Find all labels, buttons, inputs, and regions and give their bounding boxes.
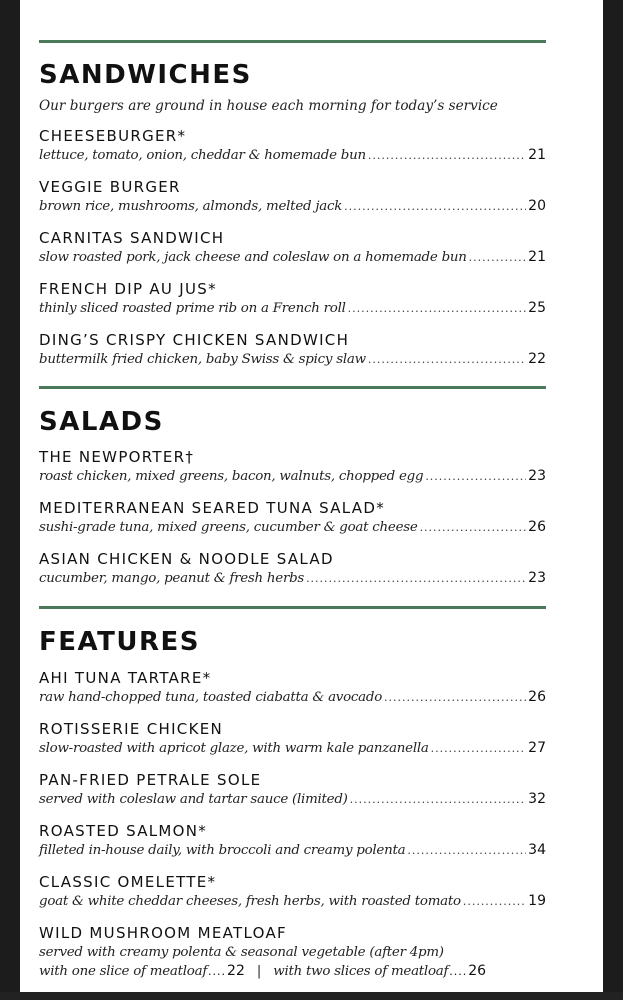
item-name: CLASSIC OMELETTE* [39, 873, 217, 891]
item-desc: served with coleslaw and tartar sauce (limited) [39, 792, 348, 807]
dot-leader [469, 248, 527, 267]
option-separator: | [256, 964, 262, 979]
menu-item [39, 228, 546, 267]
dot-leader [463, 892, 526, 911]
section-title-salads: SALADS [39, 407, 164, 437]
section-divider [39, 606, 546, 609]
item-price: 19 [528, 893, 546, 909]
item-desc: slow roasted pork, jack cheese and coleslaw on a homemade bun [39, 250, 467, 265]
item-price: 26 [528, 689, 546, 705]
dot-leader: .... [449, 965, 468, 978]
section-title-sandwiches: SANDWICHES [39, 60, 252, 90]
item-desc: served with creamy polenta & seasonal vegetable (after 4pm) [39, 945, 444, 960]
item-name: WILD MUSHROOM MEATLOAF [39, 924, 287, 942]
item-desc: slow-roasted with apricot glaze, with warm kale panzanella [39, 741, 429, 756]
item-desc: thinly sliced roasted prime rib on a French roll [39, 301, 346, 316]
menu-item [39, 872, 546, 911]
item-price: 32 [528, 791, 546, 807]
menu-item [39, 821, 546, 860]
item-name: VEGGIE BURGER [39, 178, 181, 196]
item-price: 21 [528, 147, 546, 163]
item-desc: brown rice, mushrooms, almonds, melted jack [39, 199, 343, 214]
item-name: FRENCH DIP AU JUS* [39, 280, 217, 298]
menu-item [39, 668, 546, 707]
item-name: THE NEWPORTER† [39, 448, 195, 466]
item-price: 25 [528, 300, 546, 316]
item-name: AHI TUNA TARTARE* [39, 669, 212, 687]
item-name: ROASTED SALMON* [39, 822, 208, 840]
item-price: 22 [528, 351, 546, 367]
option-one-price: 22 [227, 963, 245, 979]
item-name: ASIAN CHICKEN & NOODLE SALAD [39, 550, 334, 568]
dot-leader [348, 299, 527, 318]
menu-item [39, 177, 546, 216]
item-desc: goat & white cheddar cheeses, fresh herbs, with roasted tomato [39, 894, 461, 909]
item-desc: cucumber, mango, peanut & fresh herbs [39, 571, 305, 586]
item-name: CARNITAS SANDWICH [39, 229, 225, 247]
item-price: 27 [528, 740, 546, 756]
item-name: PAN-FRIED PETRALE SOLE [39, 771, 262, 789]
section-divider [39, 40, 546, 43]
item-desc: filleted in-house daily, with broccoli and creamy polenta [39, 843, 406, 858]
menu-item-meatloaf [39, 923, 546, 981]
dot-leader [384, 688, 526, 707]
item-desc: lettuce, tomato, onion, cheddar & homemade bun [39, 148, 366, 163]
menu-item [39, 770, 546, 809]
menu-item [39, 498, 546, 537]
meatloaf-options [39, 962, 546, 981]
dot-leader [344, 197, 526, 216]
item-name: DING’S CRISPY CHICKEN SANDWICH [39, 331, 350, 349]
item-desc: roast chicken, mixed greens, bacon, walnuts, chopped egg [39, 469, 424, 484]
dot-leader [420, 518, 527, 537]
item-price: 23 [528, 570, 546, 586]
item-name: CHEESEBURGER* [39, 127, 187, 145]
menu-item [39, 719, 546, 758]
bottom-bar [0, 992, 623, 1000]
item-price: 34 [528, 842, 546, 858]
sandwiches-intro: Our burgers are ground in house each morning for today’s service [39, 98, 498, 114]
item-price: 20 [528, 198, 546, 214]
section-divider [39, 386, 546, 389]
dot-leader [306, 569, 526, 588]
item-price: 26 [528, 519, 546, 535]
option-two-price: 26 [468, 963, 487, 979]
item-name: ROTISSERIE CHICKEN [39, 720, 224, 738]
section-title-features: FEATURES [39, 627, 200, 657]
dot-leader [368, 146, 526, 165]
dot-leader [368, 350, 526, 369]
dot-leader [407, 841, 526, 860]
item-price: 21 [528, 249, 546, 265]
menu-item [39, 549, 546, 588]
option-two-label: with two slices of meatloaf [273, 964, 449, 979]
dot-leader [425, 467, 526, 486]
menu-item [39, 330, 546, 369]
dot-leader [431, 739, 527, 758]
dot-leader [350, 790, 527, 809]
item-desc: raw hand-chopped tuna, toasted ciabatta & avocado [39, 690, 383, 705]
item-desc: buttermilk fried chicken, baby Swiss & spicy slaw [39, 352, 366, 367]
dot-leader: .... [208, 965, 227, 978]
item-name: MEDITERRANEAN SEARED TUNA SALAD* [39, 499, 386, 517]
item-price: 23 [528, 468, 546, 484]
option-one-label: with one slice of meatloaf [39, 964, 208, 979]
item-desc: sushi-grade tuna, mixed greens, cucumber & goat cheese [39, 520, 418, 535]
menu-item [39, 279, 546, 318]
menu-item [39, 447, 546, 486]
menu-item [39, 126, 546, 165]
